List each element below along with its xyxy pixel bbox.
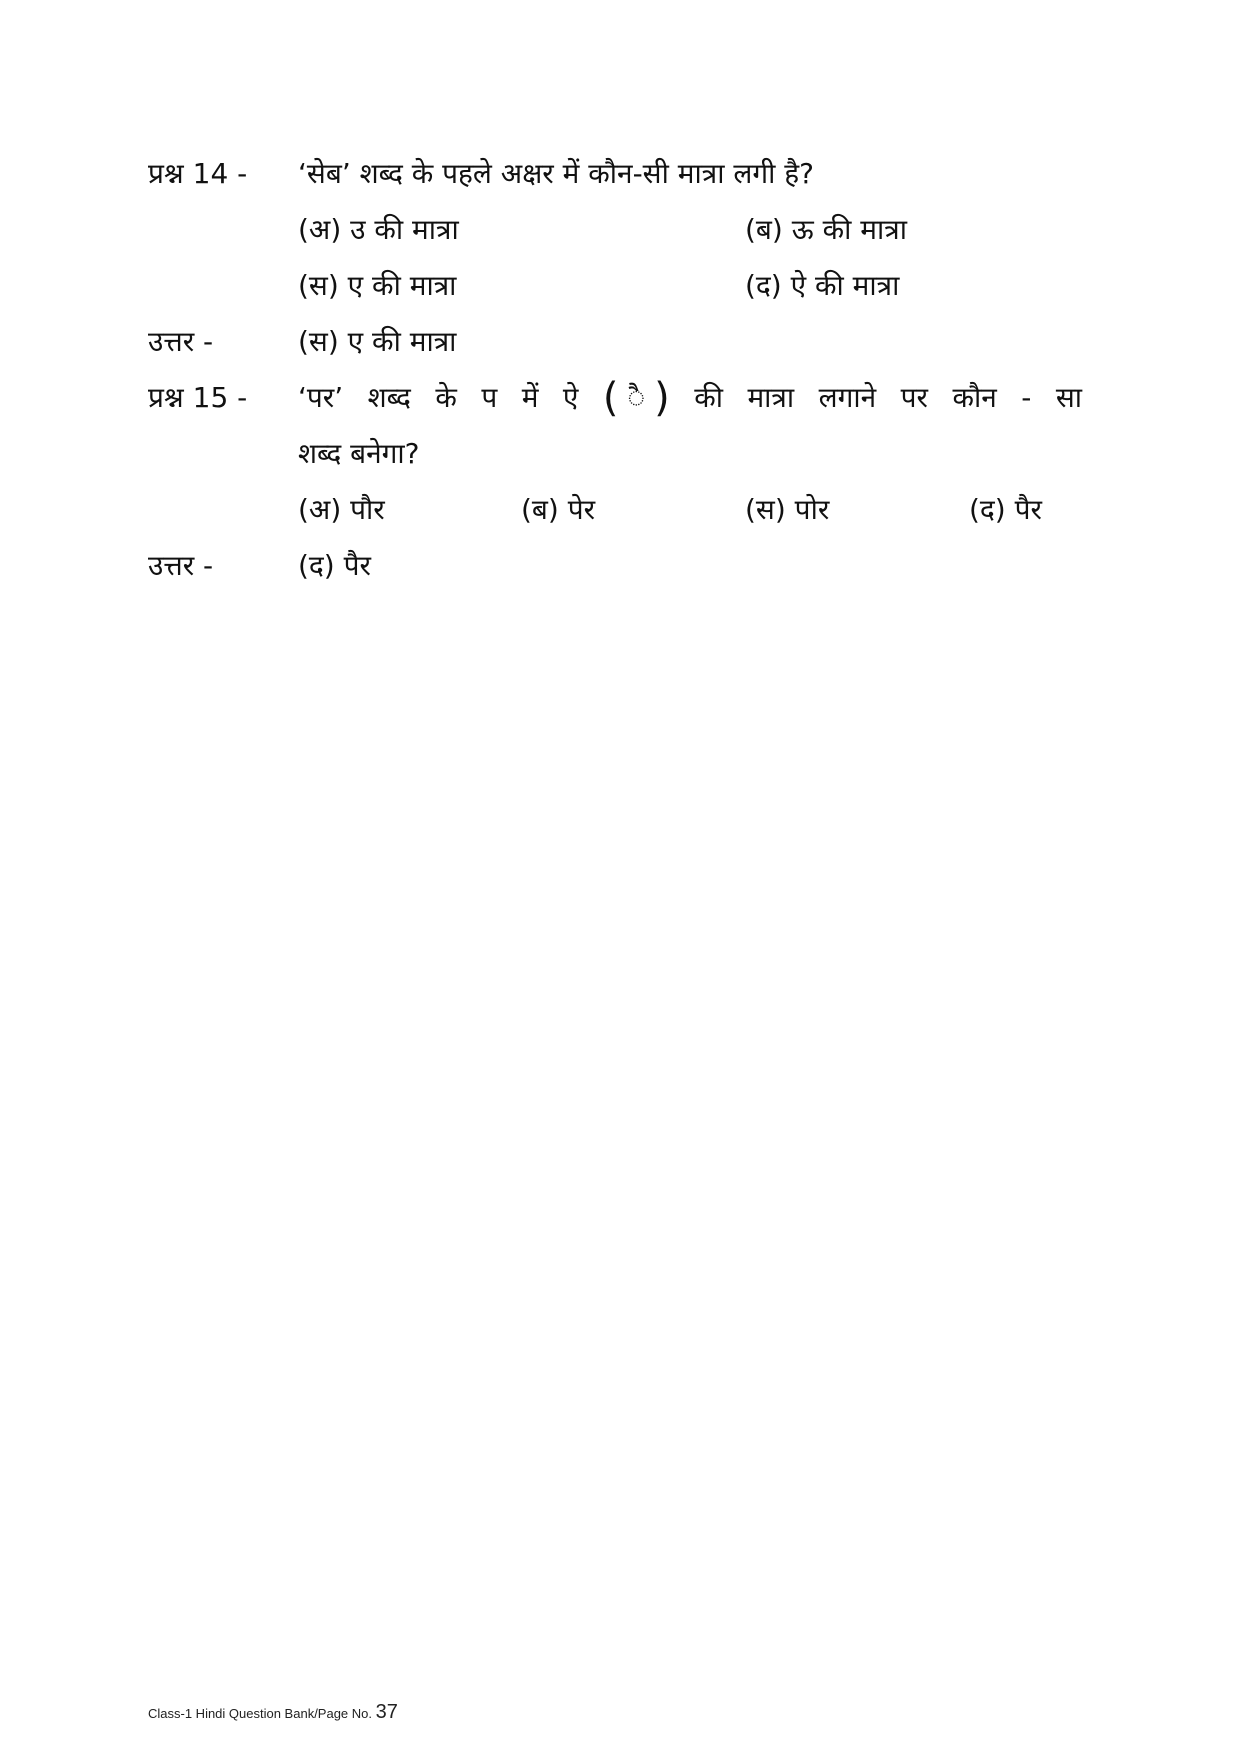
- question-15-option-a: (अ) पौर: [298, 493, 385, 526]
- question-15-text-line1: [298, 375, 1082, 421]
- q15-word: की: [694, 381, 723, 414]
- q15-word: लगाने: [818, 381, 877, 414]
- q15-word: ऐ: [562, 381, 579, 414]
- question-15-text-line2: शब्द बनेगा?: [298, 437, 420, 470]
- q15-word: प: [481, 381, 498, 414]
- question-15-option-b: (ब) पेर: [521, 493, 596, 526]
- question-14-answer-label: उत्तर -: [148, 325, 214, 358]
- question-15-answer: (द) पैर: [298, 549, 371, 582]
- paren-open: (: [602, 375, 619, 421]
- q15-word: के: [435, 381, 457, 414]
- q15-word: शब्द: [367, 381, 411, 414]
- footer-text: Class-1 Hindi Question Bank/Page No.: [148, 1706, 373, 1721]
- question-15-option-d: (द) पैर: [969, 493, 1042, 526]
- q15-word: में: [521, 381, 539, 414]
- question-15-answer-label: उत्तर -: [148, 549, 214, 582]
- question-14-option-d: (द) ऐ की मात्रा: [745, 269, 900, 302]
- matra-symbol: ै: [627, 380, 646, 415]
- question-15-label: प्रश्न 15 -: [148, 381, 248, 414]
- question-14-label: प्रश्न 14 -: [148, 157, 248, 190]
- q15-word: ‘पर’: [298, 381, 344, 414]
- q15-word: कौन: [952, 381, 997, 414]
- page-footer: [148, 1702, 398, 1724]
- paren-close: ): [654, 375, 670, 421]
- q15-word: मात्रा: [747, 381, 795, 414]
- question-14-option-a: (अ) उ की मात्रा: [298, 213, 459, 246]
- q15-word: -: [1021, 381, 1032, 414]
- page-number: 37: [375, 1701, 398, 1723]
- question-14-answer: (स) ए की मात्रा: [298, 325, 457, 358]
- question-14-option-c: (स) ए की मात्रा: [298, 269, 457, 302]
- question-14-option-b: (ब) ऊ की मात्रा: [745, 213, 907, 246]
- matra-symbol-group: [602, 375, 670, 421]
- q15-word: सा: [1055, 381, 1082, 414]
- question-14-text: ‘सेब’ शब्द के पहले अक्षर में कौन-सी मात्रा लगी है?: [298, 157, 814, 190]
- q15-word: पर: [900, 381, 928, 414]
- question-15-option-c: (स) पोर: [745, 493, 830, 526]
